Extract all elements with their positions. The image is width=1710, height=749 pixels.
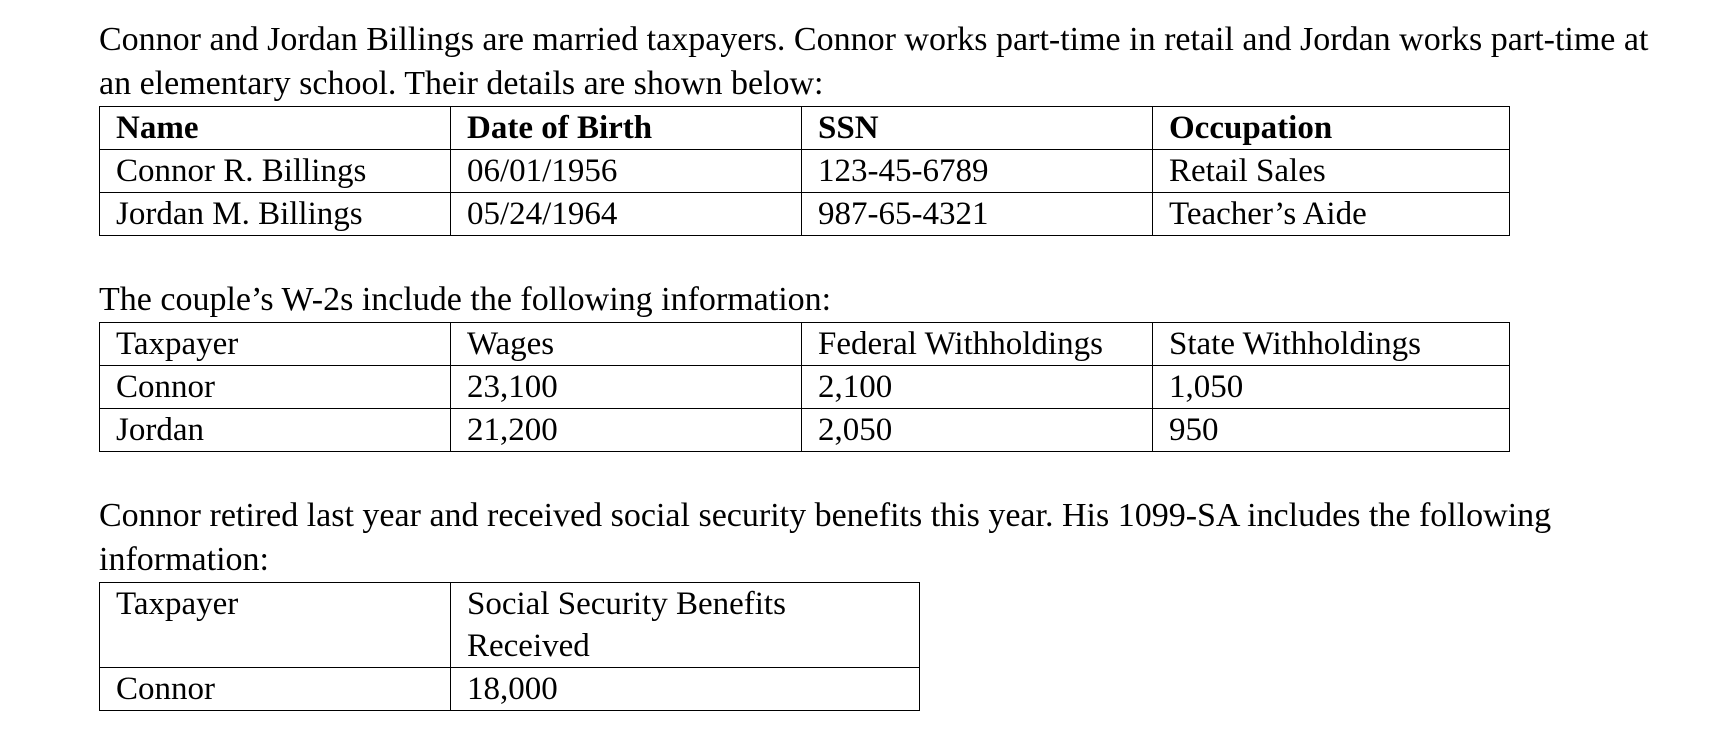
cell-ssn: 123-45-6789 (802, 150, 1153, 193)
intro-paragraph: Connor and Jordan Billings are married taxpayers. Connor works part-time in retail and Jordan works part-time at an elementary school. Their details are shown below: (99, 21, 1649, 102)
cell-occupation: Teacher’s Aide (1153, 193, 1510, 236)
header-federal-withholdings: Federal Withholdings (802, 323, 1153, 366)
cell-wages: 21,200 (451, 409, 802, 452)
header-name: Name (100, 107, 451, 150)
cell-occupation: Retail Sales (1153, 150, 1510, 193)
cell-state-withholdings: 950 (1153, 409, 1510, 452)
header-date-of-birth: Date of Birth (451, 107, 802, 150)
ssa-paragraph: Connor retired last year and received social security benefits this year. His 1099-SA includes the following information: (99, 497, 1552, 578)
header-taxpayer: Taxpayer (100, 323, 451, 366)
header-wages: Wages (451, 323, 802, 366)
header-state-withholdings: State Withholdings (1153, 323, 1510, 366)
header-taxpayer: Taxpayer (100, 583, 451, 668)
header-occupation: Occupation (1153, 107, 1510, 150)
w2-paragraph: The couple’s W-2s include the following information: (99, 281, 832, 318)
table-header-row (100, 583, 920, 668)
cell-date-of-birth: 05/24/1964 (451, 193, 802, 236)
document-page (99, 18, 1659, 711)
cell-name: Connor R. Billings (100, 150, 451, 193)
table-header-row (100, 107, 1510, 150)
cell-ssn: 987-65-4321 (802, 193, 1153, 236)
table-row (100, 668, 920, 711)
social-security-table (99, 582, 920, 711)
header-social-security-benefits: Social Security Benefits Received (451, 583, 920, 668)
cell-taxpayer: Jordan (100, 409, 451, 452)
table-row (100, 193, 1510, 236)
cell-wages: 23,100 (451, 366, 802, 409)
table-row (100, 366, 1510, 409)
header-ssn: SSN (802, 107, 1153, 150)
cell-federal-withholdings: 2,050 (802, 409, 1153, 452)
table-row (100, 409, 1510, 452)
w2-table (99, 322, 1510, 452)
table-row (100, 150, 1510, 193)
cell-date-of-birth: 06/01/1956 (451, 150, 802, 193)
cell-social-security-benefits: 18,000 (451, 668, 920, 711)
cell-name: Jordan M. Billings (100, 193, 451, 236)
taxpayer-details-table (99, 106, 1510, 236)
cell-state-withholdings: 1,050 (1153, 366, 1510, 409)
cell-taxpayer: Connor (100, 668, 451, 711)
cell-taxpayer: Connor (100, 366, 451, 409)
table-header-row (100, 323, 1510, 366)
cell-federal-withholdings: 2,100 (802, 366, 1153, 409)
